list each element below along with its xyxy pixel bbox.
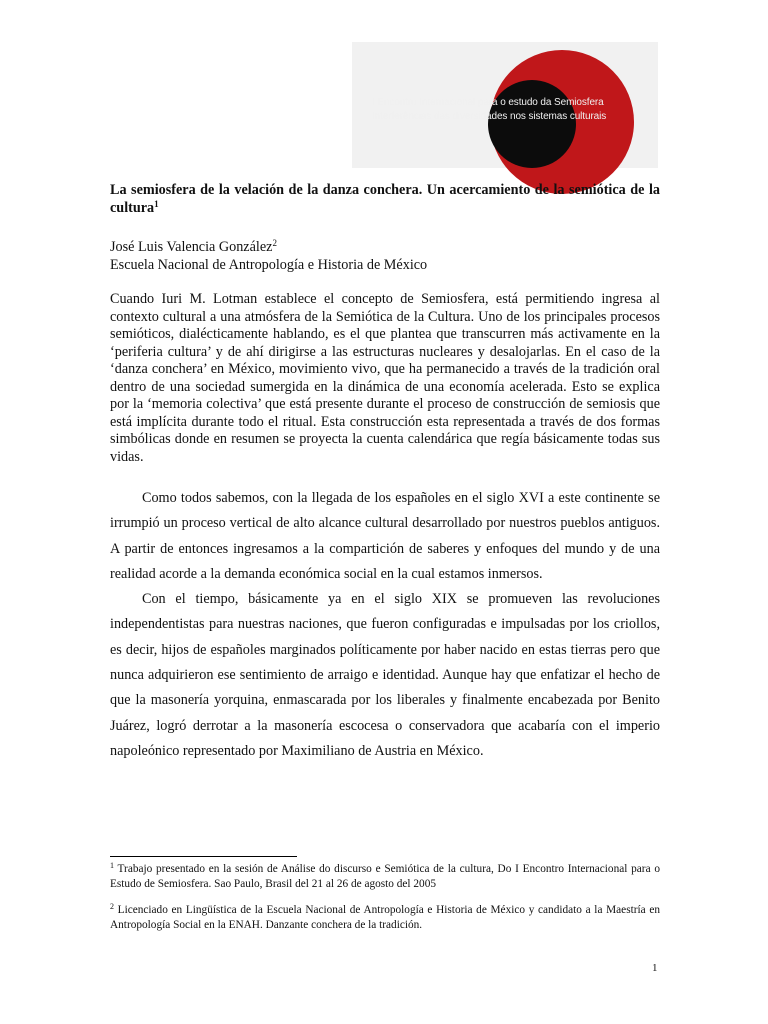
body-paragraph: Con el tiempo, básicamente ya en el siglo XIX se promueven las revoluciones independentistas para nuestras naciones, que fueron configuradas e impulsadas por los criollos, es decir, hijos de españoles marginados políticamente por haber nacido en estas tierras pero que nunca adquirieron ese sentimiento de arraigo e identidad. Aunque hay que enfatizar el hecho de que la masonería yorquina, enmascarada por los liberales y finalmente encabezada por Benito Juárez, logró derrotar a la masonería escocesa o conservadora que acabaría con el imperio napoleónico representado por Maximiliano de Austria en México.	[110, 591, 660, 759]
abstract-paragraph: Cuando Iuri M. Lotman establece el concepto de Semiosfera, está permitiendo ingresa al contexto cultural a una atmósfera de la Semiótica de la Cultura. Uno de los principales procesos semióticos, dialécticamente hablando, es el que plantea que transcurren más activamente en la ‘periferia cultura’ y de ahí dirigirse a las estructuras nucleares y desalojarlas. En el caso de la ‘danza conchera’ en México, movimiento vivo, que ha permanecido a través de la tradición oral dentro de una sociedad sumergida en la dinámica de una economía acelerada. Esto se explica por la ‘memoria colectiva’ que está presente durante el proceso de construcción de semiosis que está implícita durante todo el ritual. Esta construcción esta representada a través de dos formas simbólicas donde en resumen se proyecta la cuenta calendárica que regía básicamente todas sus vidas.	[110, 291, 660, 465]
body-paragraph: Como todos sabemos, con la llegada de los españoles en el siglo XVI a este continente se irrumpió un proceso vertical de alto alcance cultural desarrollado por nuestros pueblos antiguos. A partir de entonces ingresamos a la compartición de saberes y enfoques del mundo y de una realidad acorde a la demanda económica social en la cual estamos inmersos.	[110, 490, 660, 582]
logo-text-line1: I Encontro Internacional para o estudo da Semiosfera	[372, 97, 604, 108]
footnote-text: Licenciado en Lingüística de la Escuela Nacional de Antropología e Historia de México y candidato a la Maestría en Antropología Social en la ENAH. Danzante conchera de la tradición.	[110, 904, 660, 931]
article-body	[110, 182, 660, 764]
conference-logo-text	[372, 96, 607, 124]
footnote-mark: 1	[110, 861, 114, 870]
title-text: La semiosfera de la velación de la danza conchera. Un acercamiento de la semiótica de la cultura	[110, 182, 660, 216]
footnotes	[110, 862, 660, 944]
author-name	[110, 239, 660, 257]
footnote-1	[110, 862, 660, 891]
article-title	[110, 182, 660, 217]
footnote-2	[110, 903, 660, 932]
footnote-mark: 2	[110, 902, 114, 911]
footnote-separator	[110, 856, 297, 857]
author-footnote-ref[interactable]: 2	[272, 238, 277, 248]
page-number: 1	[652, 962, 658, 974]
author-affiliation: Escuela Nacional de Antropología e Historia de México	[110, 256, 428, 273]
title-footnote-ref[interactable]: 1	[154, 198, 159, 209]
logo-text-line2: Interferências das diversidades nos sistemas culturais	[372, 111, 607, 122]
logo-black-circle	[488, 80, 576, 168]
author-text: José Luis Valencia González	[110, 239, 273, 255]
footnote-text: Trabajo presentado en la sesión de Análise do discurso e Semiótica de la cultura, Do I Encontro Internacional para o Estudo de Semiosfera. Sao Paulo, Brasil del 21 al 26 de agosto del 2005	[110, 863, 660, 890]
